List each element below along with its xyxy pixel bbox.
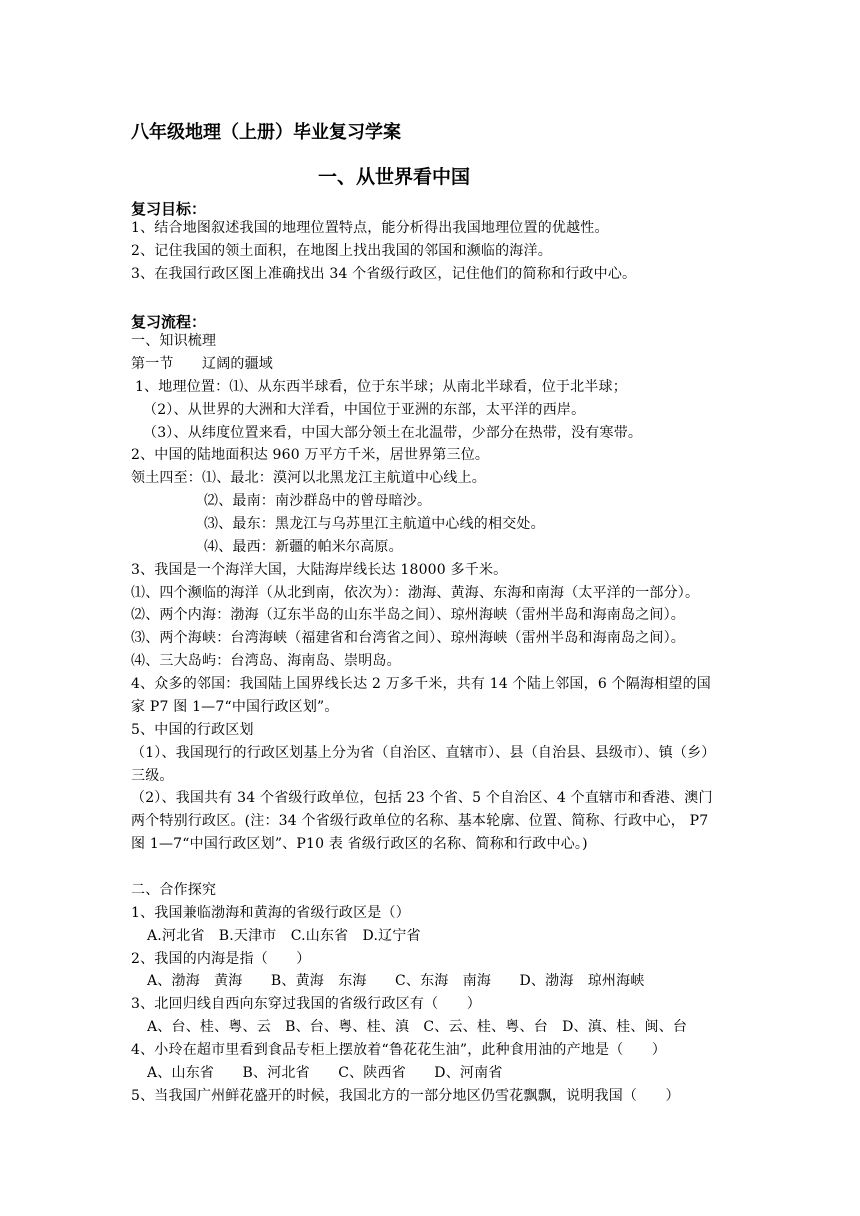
goals-heading: 复习目标： (131, 200, 207, 218)
question-options: A、渤海 黄海 B、黄海 东海 C、东海 南海 D、渤海 琼州海峡 (147, 973, 645, 989)
knowledge-line: 2、中国的陆地面积达 960 万平方千米，居世界第三位。 (131, 447, 490, 463)
knowledge-line: （2）、从世界的大洲和大洋看，中国位于亚洲的东部，太平洋的西岸。 (143, 402, 586, 418)
section-title: 一、从世界看中国 (318, 166, 471, 188)
knowledge-line: 三级。 (131, 768, 174, 784)
knowledge-line: ⑶、最东：黑龙江与乌苏里江主航道中心线的相交处。 (204, 516, 545, 532)
knowledge-line: ⑵、最南：南沙群岛中的曾母暗沙。 (204, 493, 432, 509)
question-line: 1、我国兼临渤海和黄海的省级行政区是（） (131, 905, 410, 921)
knowledge-line: （2）、我国共有 34 个省级行政单位，包括 23 个省、5 个自治区、4 个直辖市和香港、澳门 (131, 790, 713, 806)
knowledge-line: （3）、从纬度位置来看，中国大部分领土在北温带，少部分在热带，没有寒带。 (143, 425, 643, 441)
knowledge-line: 3、我国是一个海洋大国，大陆海岸线长达 18000 多千米。 (131, 562, 508, 578)
knowledge-line: 5、中国的行政区划 (131, 722, 254, 738)
knowledge-line: （1）、我国现行的行政区划基上分为省（自治区、直辖市）、县（自治县、县级市）、镇（乡） (131, 745, 716, 761)
question-line: 4、小玲在超市里看到食品专柜上摆放着“鲁花花生油”，此种食用油的产地是（ ） (131, 1042, 667, 1058)
knowledge-line: ⑶、两个海峡：台湾海峡（福建省和台湾省之间）、琼州海峡（雷州半岛和海南岛之间）。 (131, 630, 685, 646)
goal-line: 2、记住我国的领土面积，在地图上找出我国的邻国和濒临的海洋。 (131, 243, 552, 259)
question-line: 5、当我国广州鲜花盛开的时候，我国北方的一部分地区仍雪花飘飘，说明我国（ ） (131, 1088, 680, 1104)
knowledge-line: ⑷、最西：新疆的帕米尔高原。 (204, 539, 403, 555)
goal-line: 3、在我国行政区图上准确找出 34 个省级行政区，记住他们的简称和行政中心。 (131, 266, 637, 282)
knowledge-line: ⑴、四个濒临的海洋（从北到南，依次为）：渤海、黄海、东海和南海（太平洋的一部分）。 (131, 585, 700, 601)
process-heading: 复习流程： (131, 313, 207, 331)
lesson-heading: 第一节 辽阔的疆域 (131, 356, 273, 372)
question-line: 3、北回归线自西向东穿过我国的省级行政区有（ ） (131, 996, 481, 1012)
knowledge-line: 4、众多的邻国：我国陆上国界线长达 2 万多千米，共有 14 个陆上邻国，6 个隔海相望的国 (131, 676, 711, 692)
part2-heading: 二、合作探究 (131, 882, 217, 898)
knowledge-line: ⑷、三大岛屿：台湾岛、海南岛、崇明岛。 (131, 653, 401, 669)
question-line: 2、我国的内海是指（ ） (131, 951, 311, 967)
knowledge-line: 图 1—7“中国行政区划”、P10 表 省级行政区的名称、简称和行政中心。) (131, 836, 588, 852)
question-options: A.河北省 B.天津市 C.山东省 D.辽宁省 (147, 928, 421, 944)
goal-line: 1、结合地图叙述我国的地理位置特点，能分析得出我国地理位置的优越性。 (131, 220, 609, 236)
knowledge-line: 家 P7 图 1—7“中国行政区划”。 (131, 699, 339, 715)
document-title: 八年级地理（上册）毕业复习学案 (131, 122, 401, 143)
question-options: A、山东省 B、河北省 C、陕西省 D、河南省 (147, 1065, 503, 1081)
knowledge-line: 1、地理位置：⑴、从东西半球看，位于东半球；从南北半球看，位于北半球； (135, 379, 627, 395)
knowledge-line: 两个特别行政区。(注：34 个省级行政单位的名称、基本轮廓、位置、简称、行政中心， P7 (131, 813, 709, 829)
knowledge-line: ⑵、两个内海：渤海（辽东半岛的山东半岛之间）、琼州海峡（雷州半岛和海南岛之间）。 (131, 607, 685, 623)
question-options: A、台、桂、粤、云 B、台、粤、桂、滇 C、云、桂、粤、台 D、滇、桂、闽、台 (147, 1019, 688, 1035)
part1-heading: 一、知识梳理 (131, 333, 217, 349)
knowledge-line: 领土四至：⑴、最北：漠河以北黑龙江主航道中心线上。 (131, 470, 486, 486)
